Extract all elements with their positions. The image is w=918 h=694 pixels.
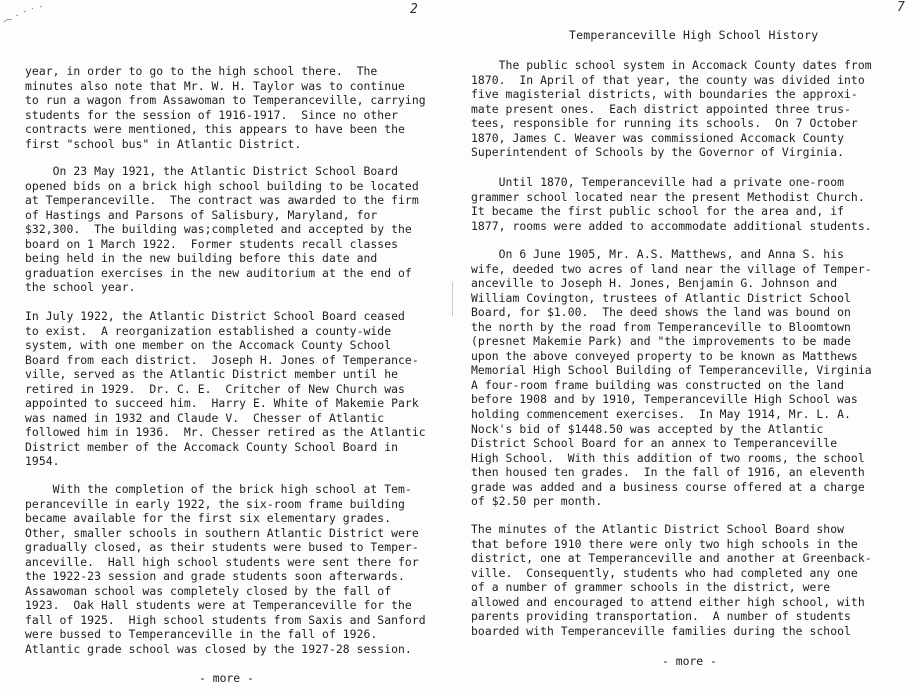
paragraph-4 <box>471 522 872 638</box>
text-line: allowed and encouraged to attend either high school, with <box>471 594 865 609</box>
text-line: holding commencement exercises. In May 1914, Mr. L. A. <box>471 407 851 422</box>
text-line: of a number of grammer schools in the district, were <box>471 580 831 595</box>
text-line: being held in the new building before this date and <box>25 251 378 266</box>
text-line: fall of 1925. High school students from Saxis and Sanford <box>25 612 426 627</box>
text-line: On 23 May 1921, the Atlantic District School Board <box>25 164 399 178</box>
text-line: were bussed to Temperanceville in the fall of 1926. <box>25 627 378 642</box>
text-line: In July 1922, the Atlantic District School Board ceased <box>25 309 405 323</box>
text-line: the school year. <box>25 280 136 295</box>
paragraph-1 <box>471 58 872 160</box>
text-line: opened bids on a brick high school building to be located <box>25 178 419 193</box>
continued-more-label: - more - <box>199 671 254 685</box>
text-line: High School. With this addition of two rooms, the school <box>471 450 865 465</box>
text-line: of Hastings and Parsons of Salisbury, Maryland, for <box>25 207 378 222</box>
text-line: to exist. A reorganization established a county-wide <box>25 323 392 338</box>
text-line: The minutes of the Atlantic District School Board show <box>471 522 845 536</box>
text-line: 1923. Oak Hall students were at Temperanceville for the <box>25 598 412 613</box>
text-line: system, with one member on the Accomack County School <box>25 338 392 353</box>
text-line: the 1922-23 session and grade students soon afterwards. <box>25 569 405 584</box>
text-line: parents providing transportation. A number of students <box>471 609 851 624</box>
text-line: board on 1 March 1922. Former students recall classes <box>25 236 399 251</box>
text-line: year, in order to go to the high school there. The <box>25 64 378 78</box>
paragraph-2 <box>471 175 872 233</box>
text-line: On 6 June 1905, Mr. A.S. Matthews, and Anna S. his <box>471 247 845 261</box>
text-line: William Covington, trustees of Atlantic District School <box>471 290 851 305</box>
text-line: became available for the first six elementary grades. <box>25 511 392 526</box>
text-line: first "school bus" in Atlantic District. <box>25 136 302 151</box>
paragraph-3 <box>471 247 872 509</box>
text-line: (presnet Makemie Park) and "the improvements to be made <box>471 334 851 349</box>
text-line: Superintendent of Schools by the Governor of Virginia. <box>471 145 845 160</box>
text-line: Board from each district. Joseph H. Jones of Temperance- <box>25 352 419 367</box>
right-page <box>459 0 918 694</box>
binding-gutter <box>452 282 453 316</box>
text-line: boarded with Temperanceville families during the school <box>471 623 851 638</box>
text-line: District School Board for an annex to Temperanceville <box>471 436 838 451</box>
text-line: five magisterial districts, with boundaries the approxi- <box>471 87 858 102</box>
text-line: contracts were mentioned, this appears to have been the <box>25 122 405 137</box>
text-line: wife, deeded two acres of land near the village of Temper- <box>471 261 872 276</box>
text-line: Atlantic grade school was closed by the 1927-28 session. <box>25 642 412 657</box>
paragraph-2 <box>25 164 419 295</box>
text-line: grammer school located near the present Methodist Church. <box>471 189 865 204</box>
corner-scribble-mark <box>2 4 48 26</box>
text-line: of $2.50 per month. <box>471 494 603 509</box>
text-line: was named in 1932 and Claude V. Chesser of Atlantic <box>25 410 385 425</box>
text-line: minutes also note that Mr. W. H. Taylor was to continue <box>25 78 405 93</box>
text-line: Other, smaller schools in southern Atlantic District were <box>25 525 419 540</box>
text-line: Memorial High School Building of Temperanceville, Virginia <box>471 363 872 378</box>
text-line: Until 1870, Temperanceville had a private one-room <box>471 175 845 189</box>
text-line: 1870. In April of that year, the county was divided into <box>471 72 865 87</box>
text-line: students for the session of 1916-1917. Since no other <box>25 107 399 122</box>
text-line: tees, responsible for running its schools. On 7 October <box>471 116 858 131</box>
text-line: It became the first public school for the area and, if <box>471 204 845 219</box>
text-line: before 1908 and by 1910, Temperanceville High School was <box>471 392 858 407</box>
text-line: retired in 1929. Dr. C. E. Critcher of New Church was <box>25 381 405 396</box>
text-line: ville, served as the Atlantic District member until he <box>25 367 399 382</box>
text-line: gradually closed, as their students were bused to Temper- <box>25 540 419 555</box>
text-line: appointed to succeed him. Harry E. White of Makemie Park <box>25 396 419 411</box>
text-line: 1877, rooms were added to accommodate additional students. <box>471 218 872 233</box>
running-head: Temperanceville High School History <box>569 28 819 42</box>
text-line: district, one at Temperanceville and another at Greenback- <box>471 551 872 566</box>
text-line: the north by the road from Temperanceville to Bloomtown <box>471 319 851 334</box>
handwritten-page-mark: 7 <box>897 0 905 15</box>
text-line: Nock's bid of $1448.50 was accepted by the Atlantic <box>471 421 824 436</box>
text-line: A four-room frame building was constructed on the land <box>471 377 845 392</box>
text-line: 1954. <box>25 454 60 469</box>
text-line: that before 1910 there were only two high schools in the <box>471 536 858 551</box>
text-line: at Temperanceville. The contract was awarded to the firm <box>25 193 419 208</box>
text-line: followed him in 1936. Mr. Chesser retired as the Atlantic <box>25 425 426 440</box>
paragraph-3 <box>25 309 426 469</box>
text-line: grade was added and a business course offered at a charge <box>471 479 865 494</box>
text-line: peranceville in early 1922, the six-room frame building <box>25 496 405 511</box>
text-line: 1870, James C. Weaver was commissioned Accomack County <box>471 130 845 145</box>
text-line: The public school system in Accomack County dates from <box>471 58 872 72</box>
text-line: to run a wagon from Assawoman to Temperanceville, carrying <box>25 93 426 108</box>
continued-more-label: - more - <box>662 654 717 668</box>
text-line: Assawoman school was completely closed by the fall of <box>25 583 392 598</box>
text-line: ville. Consequently, students who had completed any one <box>471 565 858 580</box>
paragraph-1 <box>25 64 426 151</box>
text-line: then housed ten grades. In the fall of 1916, an eleventh <box>471 465 865 480</box>
text-line: anceville to Joseph H. Jones, Benjamin G. Johnson and <box>471 276 838 291</box>
handwritten-page-mark: 2 <box>410 2 418 17</box>
text-line: graduation exercises in the new auditorium at the end of <box>25 265 412 280</box>
text-line: mate present ones. Each district appointed three trus- <box>471 101 851 116</box>
text-line: $32,300. The building was;completed and accepted by the <box>25 222 412 237</box>
paragraph-4 <box>25 482 426 657</box>
text-line: upon the above conveyed property to be known as Matthews <box>471 348 858 363</box>
text-line: anceville. Hall high school students were sent there for <box>25 554 419 569</box>
text-line: Board, for $1.00. The deed shows the land was bound on <box>471 305 851 320</box>
text-line: With the completion of the brick high school at Tem- <box>25 482 412 496</box>
text-line: District member of the Accomack County School Board in <box>25 439 399 454</box>
